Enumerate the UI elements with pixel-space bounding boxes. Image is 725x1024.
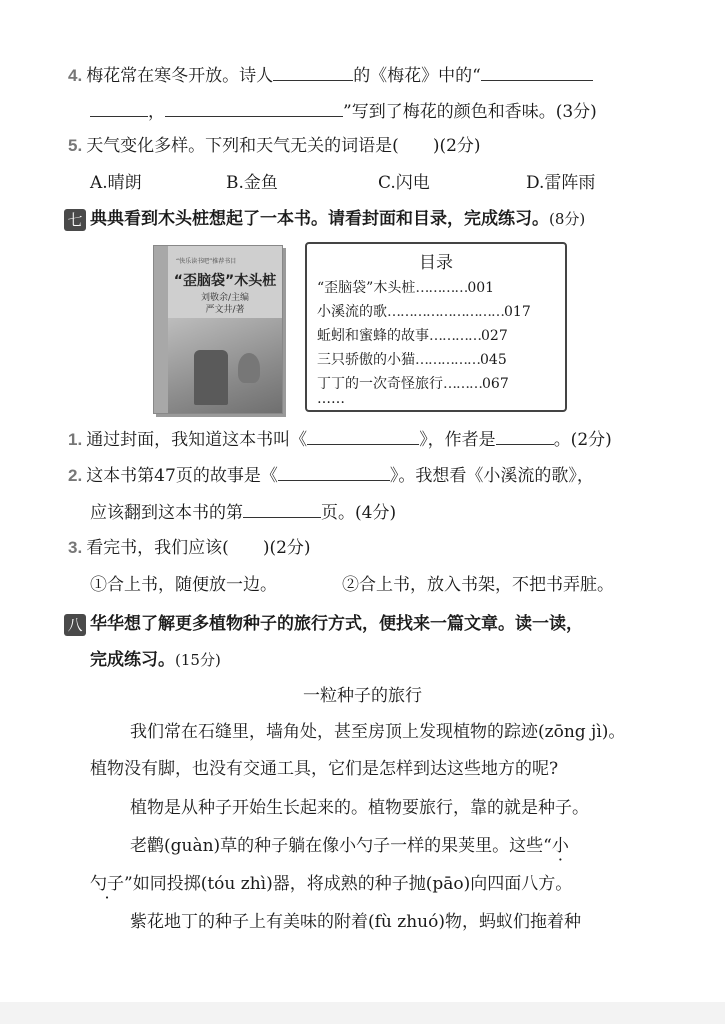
toc-leader: ………… [415, 280, 468, 296]
toc-chapter: 小溪流的歌 [317, 304, 387, 320]
book-editor: 刘敬余/主编 [200, 293, 250, 303]
s7-question-2-line2 [90, 499, 396, 525]
option-1[interactable]: ①合上书，随便放一边。 [90, 575, 277, 595]
table-of-contents [305, 242, 567, 412]
question-number: 4. [68, 66, 83, 85]
question-text: ”写到了梅花的颜色和香味。(3分) [343, 102, 597, 122]
section-8-header-line2 [90, 648, 221, 672]
question-text: 梅花常在寒冬开放。诗人 [86, 66, 274, 86]
question-4-line1 [68, 62, 593, 88]
girl-illustration [238, 353, 260, 383]
toc-leader: ……… [443, 376, 482, 392]
question-text: 的《梅花》中的“ [353, 66, 481, 86]
toc-chapter: “歪脑袋”木头桩 [317, 280, 416, 296]
question-text: 这本书第47页的故事是《 [86, 466, 278, 486]
toc-chapter: 丁丁的一次奇怪旅行 [317, 376, 443, 392]
toc-page: 045 [480, 352, 507, 368]
question-text: 看完书，我们应该( )(2分) [86, 538, 311, 558]
answer-blank[interactable] [165, 98, 343, 117]
question-text: 应该翻到这本书的第 [90, 503, 243, 523]
answer-blank[interactable] [307, 426, 419, 445]
toc-row [317, 277, 494, 297]
question-number: 2. [68, 466, 83, 485]
article-paragraph-3b [90, 872, 572, 896]
article-paragraph-1a: 我们常在石缝里，墙角处，甚至房顶上发现植物的踪迹(zōng jì)。 [130, 722, 626, 742]
article-paragraph-1b: 植物没有脚，也没有交通工具，它们是怎样到达这些地方的呢? [90, 759, 559, 779]
section-badge: 八 [64, 614, 86, 636]
article-paragraph-3a [130, 834, 569, 858]
section-8-header [64, 612, 583, 636]
book-tag: “快乐读书吧”推荐书目 [176, 258, 237, 265]
question-5 [68, 134, 481, 158]
section-badge: 七 [64, 209, 86, 231]
question-text: 》。我想看《小溪流的歌》， [389, 466, 594, 486]
toc-chapter: 三只骄傲的小猫 [317, 352, 415, 368]
question-text: 页。(4分) [321, 503, 397, 523]
toc-chapter: …… [317, 391, 345, 407]
answer-blank[interactable] [243, 499, 321, 518]
s7-question-2-line1 [68, 462, 594, 488]
book-cover-image [153, 245, 283, 414]
toc-leader: ……………………… [387, 304, 504, 320]
section-title-cont: 完成练习。 [90, 650, 175, 670]
emphasis-text: 勺子 [90, 874, 124, 894]
option-b[interactable]: B.金鱼 [226, 173, 278, 193]
toc-row [317, 391, 345, 407]
option-c[interactable]: C.闪电 [378, 173, 430, 193]
question-text: 。(2分) [553, 430, 612, 450]
section-score: (8分) [549, 210, 586, 228]
question-number: 3. [68, 538, 83, 557]
answer-blank[interactable] [90, 98, 148, 117]
answer-blank[interactable] [273, 62, 353, 81]
answer-blank[interactable] [496, 426, 554, 445]
page-bottom-edge [0, 1002, 725, 1024]
toc-chapter: 蚯蚓和蜜蜂的故事 [317, 328, 429, 344]
toc-row [317, 373, 509, 393]
question-number: 1. [68, 430, 83, 449]
question-text: 天气变化多样。下列和天气无关的词语是( )(2分) [86, 136, 481, 156]
s7-question-3 [68, 536, 311, 560]
section-score: (15分) [175, 651, 221, 669]
toc-page: 017 [504, 304, 531, 320]
article-paragraph-2: 植物是从种子开始生长起来的。植物要旅行，靠的就是种子。 [130, 798, 589, 818]
toc-page: 067 [482, 376, 509, 392]
article-paragraph-4: 紫花地丁的种子上有美味的附着(fù zhuó)物，蚂蚁们拖着种 [130, 912, 581, 932]
paragraph-text: 老鹳(guàn)草的种子躺在像小勺子一样的果荚里。这些“ [130, 836, 552, 856]
section-7-header [64, 207, 585, 231]
paragraph-text: ”如同投掷(tóu zhì)器，将成熟的种子抛(pāo)向四面八方。 [124, 874, 573, 894]
question-text: 通过封面，我知道这本书叫《 [86, 430, 308, 450]
toc-title: 目录 [419, 253, 453, 273]
answer-blank[interactable] [481, 62, 593, 81]
s7-question-1 [68, 426, 612, 452]
option-a[interactable]: A.晴朗 [90, 173, 142, 193]
question-text: ， [148, 102, 165, 122]
book-author: 严文井/著 [205, 305, 245, 315]
question-number: 5. [68, 136, 83, 155]
toc-row [317, 301, 531, 321]
toc-page: 027 [481, 328, 508, 344]
toc-leader: …………… [415, 352, 480, 368]
answer-blank[interactable] [278, 462, 390, 481]
book-title: “歪脑袋”木头桩 [173, 273, 277, 289]
question-4-line2 [90, 98, 597, 124]
question-text: 》，作者是 [419, 430, 496, 450]
section-title: 典典看到木头桩想起了一本书。请看封面和目录，完成练习。 [90, 209, 549, 229]
toc-row [317, 325, 508, 345]
toc-row [317, 349, 507, 369]
option-d[interactable]: D.雷阵雨 [526, 173, 596, 193]
toc-leader: ………… [429, 328, 481, 344]
option-2[interactable]: ②合上书，放入书架，不把书弄脏。 [342, 575, 614, 595]
tree-stump-illustration [194, 350, 228, 405]
emphasis-text: 小 [551, 836, 569, 856]
section-title: 华华想了解更多植物种子的旅行方式，便找来一篇文章。读一读， [90, 614, 583, 634]
book-spine [154, 246, 168, 413]
article-title: 一粒种子的旅行 [303, 686, 422, 706]
toc-page: 001 [467, 280, 495, 296]
